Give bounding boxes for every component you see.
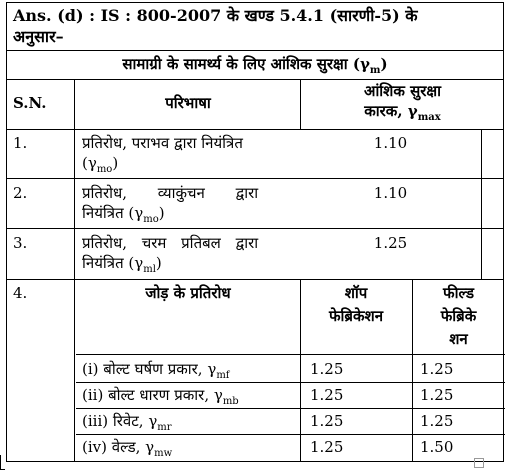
col-header-shop: शॉप फेब्रिकेशन: [328, 284, 384, 325]
resize-handle[interactable]: [474, 458, 484, 468]
answer-table: [6, 2, 504, 462]
joint-item-label: (iv) वेल्ड, $\gamma_{mw}$: [82, 438, 173, 459]
col-header-factor-line1: आंशिक सुरक्षा: [363, 82, 442, 100]
joint-item-shop: 1.25: [310, 412, 344, 430]
page-corner-mark: [0, 455, 5, 470]
joint-item-field: 1.25: [420, 412, 454, 430]
joint-item-field: 1.25: [420, 360, 454, 378]
row-definition: प्रतिरोध, चरम प्रतिबल द्वारा नियंत्रित $(\gamma_{ml})$: [82, 234, 259, 275]
joint-item-label: (iii) रिवेट, $\gamma_{mr}$: [82, 412, 172, 433]
row-sn: 1.: [13, 134, 28, 152]
joint-item-shop: 1.25: [310, 386, 344, 404]
joint-item-field: 1.25: [420, 386, 454, 404]
answer-heading-line1: Ans. (d) : IS : 800-2007 के खण्ड 5.4.1 (सारणी-5) के: [13, 6, 418, 25]
col-header-field: फील्ड फेब्रिके शन: [440, 284, 477, 348]
table-subtitle: सामाग्री के सामर्थ्य के लिए आंशिक सुरक्षा $(\gamma_m)$: [122, 55, 388, 76]
col-header-factor-line2: कारक, $\gamma_{max}$: [364, 102, 441, 123]
row-definition: प्रतिरोध, व्याकुंचन द्वारा नियंत्रित $(\gamma_{mo})$: [82, 184, 259, 225]
row-sn: 3.: [13, 234, 28, 252]
row-definition: प्रतिरोध, पराभव द्वारा नियंत्रित $(\gamma_{mo})$: [82, 134, 243, 175]
row-sn: 4.: [13, 284, 28, 302]
joint-title: जोड़ के प्रतिरोध: [145, 284, 231, 302]
joint-item-shop: 1.25: [310, 438, 344, 456]
answer-heading-line2: अनुसार–: [13, 27, 64, 46]
row-value: 1.25: [373, 234, 408, 252]
joint-item-label: (i) बोल्ट घर्षण प्रकार, $\gamma_{mf}$: [82, 360, 230, 381]
table-subtitle-sub: m: [369, 65, 381, 76]
col-header-definition: परिभाषा: [165, 94, 211, 112]
table-subtitle-text: सामाग्री के सामर्थ्य के लिए आंशिक सुरक्षा (γ: [122, 55, 370, 73]
col-header-sn: S.N.: [13, 94, 47, 112]
answer-heading: [13, 5, 499, 47]
joint-item-shop: 1.25: [310, 360, 344, 378]
col-header-factor: [300, 81, 505, 128]
joint-item-label: (ii) बोल्ट धारण प्रकार, $\gamma_{mb}$: [82, 386, 239, 407]
row-sn: 2.: [13, 184, 28, 202]
row-value: 1.10: [373, 184, 408, 202]
row-value: 1.10: [373, 134, 408, 152]
joint-item-field: 1.50: [420, 438, 454, 456]
